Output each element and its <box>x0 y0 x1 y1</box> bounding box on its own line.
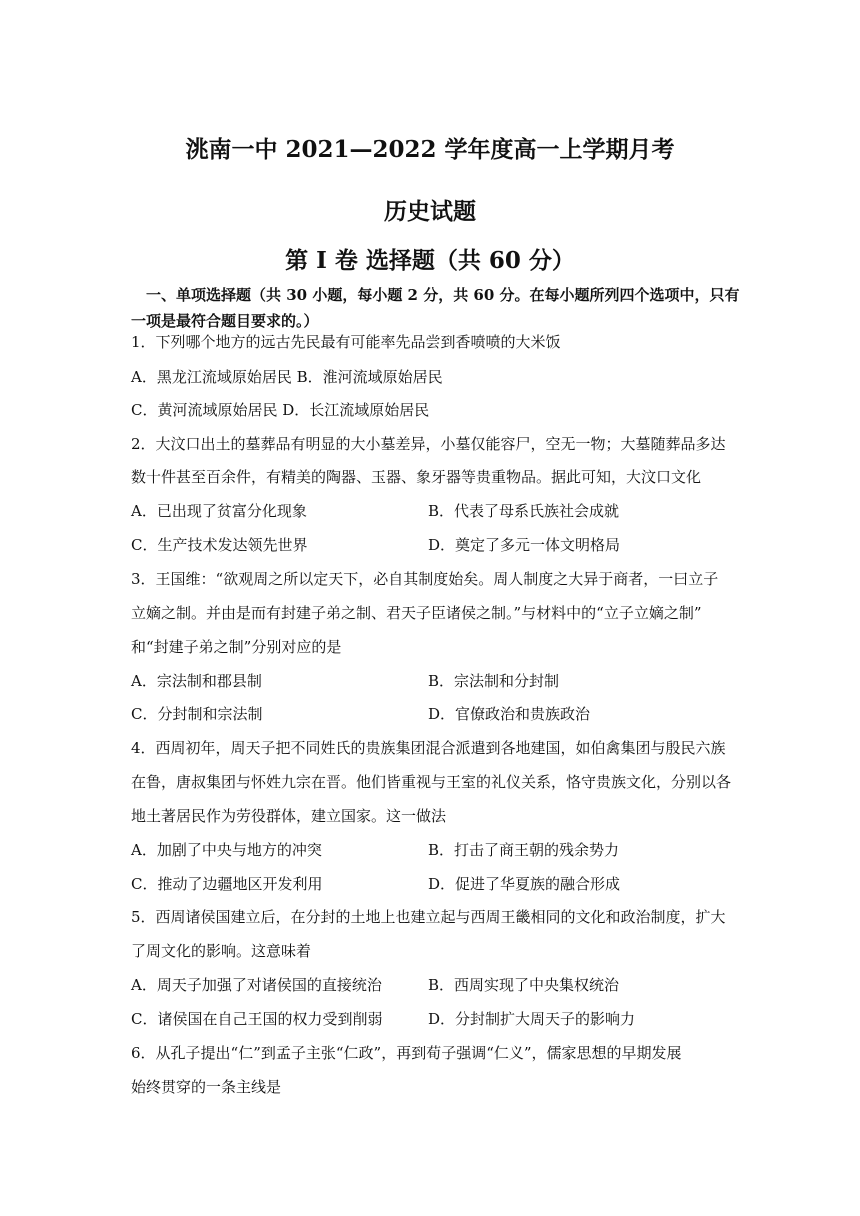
question-4-option-c: C．推动了边疆地区开发利用 <box>131 875 323 893</box>
question-2-option-c: C．生产技术发达领先世界 <box>131 536 308 554</box>
exam-title: 洮南一中 2021—2022 学年度高一上学期月考 <box>185 136 675 163</box>
question-3-option-b: B．宗法制和分封制 <box>428 672 560 690</box>
question-4-option-b: B．打击了商王朝的残余势力 <box>428 841 620 859</box>
question-5-option-d: D．分封制扩大周天子的影响力 <box>428 1010 636 1028</box>
instructions-line-1: 一、单项选择题（共 30 小题，每小题 2 分，共 60 分。在每小题所列四个选项中，只有 <box>131 286 740 304</box>
question-4-option-d: D．促进了华夏族的融合形成 <box>428 875 621 893</box>
question-5-stem-line-2: 了周文化的影响。这意味着 <box>131 942 312 960</box>
question-4-stem-line-2: 在鲁，唐叔集团与怀姓九宗在晋。他们皆重视与王室的礼仪关系，恪守贵族文化，分别以各 <box>131 773 732 791</box>
section-title: 第 I 卷 选择题（共 60 分） <box>285 247 575 274</box>
question-6-stem-line-1: 6．从孔子提出“仁”到孟子主张“仁政”，再到荀子强调“仁义”，儒家思想的早期发展 <box>131 1044 682 1062</box>
subject-title: 历史试题 <box>384 198 476 225</box>
question-4-stem-line-1: 4．西周初年，周天子把不同姓氏的贵族集团混合派遣到各地建国，如伯禽集团与殷民六族 <box>131 739 726 757</box>
question-3-stem-line-1: 3．王国维：“欲观周之所以定天下，必自其制度始矣。周人制度之大异于商者，一曰立子 <box>131 570 719 588</box>
question-1-option-ab: A．黑龙江流域原始居民 B．淮河流域原始居民 <box>131 368 443 386</box>
question-1-stem: 1．下列哪个地方的远古先民最有可能率先品尝到香喷喷的大米饭 <box>131 333 561 351</box>
question-3-stem-line-3: 和“封建子弟之制”分别对应的是 <box>131 638 342 656</box>
question-2-option-d: D．奠定了多元一体文明格局 <box>428 536 621 554</box>
question-5-option-b: B．西周实现了中央集权统治 <box>428 976 620 994</box>
question-5-option-c: C．诸侯国在自己王国的权力受到削弱 <box>131 1010 383 1028</box>
question-1-option-cd: C．黄河流域原始居民 D．长江流域原始居民 <box>131 401 430 419</box>
question-6-stem-line-2: 始终贯穿的一条主线是 <box>131 1078 282 1096</box>
instructions-line-2: 一项是最符合题目要求的。） <box>131 312 319 330</box>
question-3-option-a: A．宗法制和郡县制 <box>131 672 262 690</box>
question-3-stem-line-2: 立嫡之制。并由是而有封建子弟之制、君天子臣诸侯之制。”与材料中的“立子立嫡之制” <box>131 604 702 622</box>
question-4-stem-line-3: 地土著居民作为劳役群体，建立国家。这一做法 <box>131 807 447 825</box>
question-2-stem-line-1: 2．大汶口出土的墓葬品有明显的大小墓差异，小墓仅能容尸，空无一物；大墓随葬品多达 <box>131 435 726 453</box>
question-4-option-a: A．加剧了中央与地方的冲突 <box>131 841 322 859</box>
question-5-stem-line-1: 5．西周诸侯国建立后，在分封的土地上也建立起与西周王畿相同的文化和政治制度，扩大 <box>131 908 726 926</box>
question-3-option-c: C．分封制和宗法制 <box>131 705 263 723</box>
question-5-option-a: A．周天子加强了对诸侯国的直接统治 <box>131 976 382 994</box>
question-2-option-a: A．已出现了贫富分化现象 <box>131 502 307 520</box>
question-2-stem-line-2: 数十件甚至百余件，有精美的陶器、玉器、象牙器等贵重物品。据此可知，大汶口文化 <box>131 468 702 486</box>
question-3-option-d: D．官僚政治和贵族政治 <box>428 705 591 723</box>
question-2-option-b: B．代表了母系氏族社会成就 <box>428 502 620 520</box>
